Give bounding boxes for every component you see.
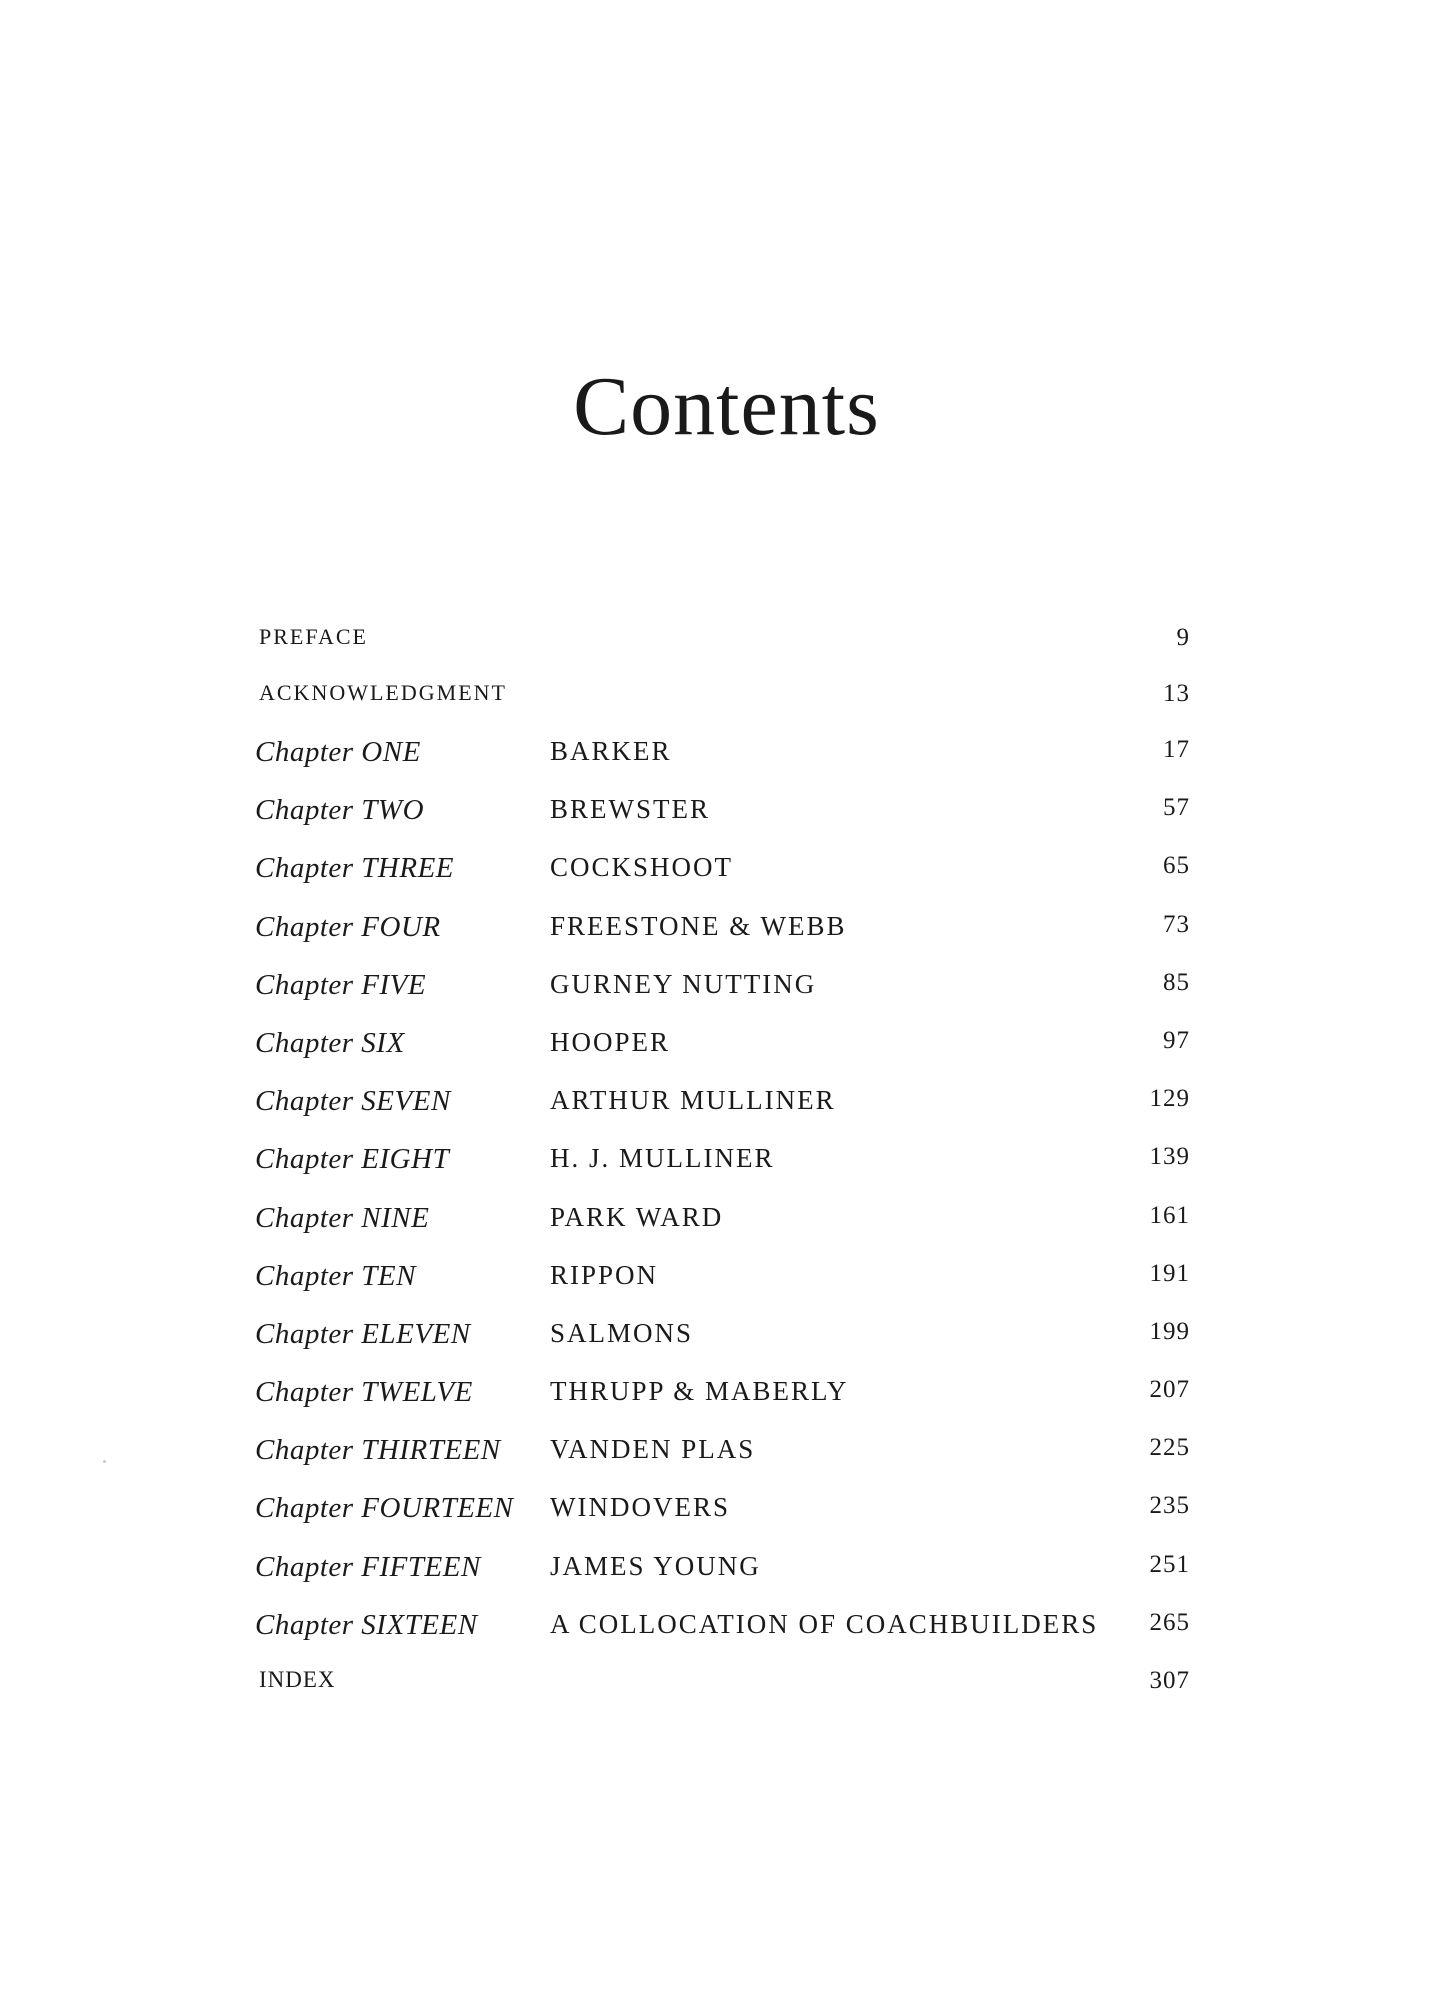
toc-entry-chapter-five[interactable] [255,969,1190,1027]
chapter-number: Chapter FIVE [255,968,427,1001]
chapter-page: 265 [1149,1608,1190,1636]
chapter-page: 97 [1163,1026,1190,1054]
toc-entry-chapter-eleven[interactable] [255,1318,1190,1376]
toc-entry-chapter-eight[interactable] [255,1143,1190,1201]
chapter-number: Chapter ONE [255,736,421,768]
chapter-title: ARTHUR MULLINER [550,1085,836,1116]
paper-speck [103,1460,106,1463]
chapter-title: VANDEN PLAS [550,1434,756,1465]
toc-entry-page: 9 [1176,624,1190,651]
chapter-title: WINDOVERS [550,1492,730,1523]
chapter-page: 191 [1149,1259,1190,1287]
toc-entry-index[interactable] [255,1667,1190,1725]
toc-entry-label: PREFACE [259,624,368,649]
chapter-number: Chapter SIX [255,1026,405,1059]
chapter-title: H. J. MULLINER [550,1143,775,1174]
chapter-page: 57 [1163,794,1190,822]
toc-entry-chapter-seven[interactable] [255,1085,1190,1143]
chapter-page: 207 [1149,1376,1190,1404]
chapter-title: A COLLOCATION OF COACHBUILDERS [550,1608,1099,1639]
toc-entry-chapter-twelve[interactable] [255,1376,1190,1434]
chapter-title: FREESTONE & WEBB [550,910,847,941]
toc-entry-chapter-thirteen[interactable] [255,1434,1190,1492]
chapter-number: Chapter THREE [255,852,455,885]
table-of-contents [255,624,1190,1725]
chapter-title: BARKER [550,736,672,766]
chapter-title: SALMONS [550,1317,694,1348]
chapter-number: Chapter FIFTEEN [255,1550,481,1583]
chapter-title: RIPPON [550,1259,659,1290]
toc-entry-chapter-two[interactable] [255,794,1190,852]
chapter-title: GURNEY NUTTING [550,968,817,999]
toc-entry-chapter-fourteen[interactable] [255,1492,1190,1550]
chapter-number: Chapter TWELVE [255,1376,473,1409]
toc-entry-preface[interactable] [255,624,1190,680]
chapter-page: 129 [1149,1085,1190,1113]
toc-entry-chapter-four[interactable] [255,911,1190,969]
chapter-page: 65 [1163,852,1190,880]
toc-entry-chapter-six[interactable] [255,1027,1190,1085]
toc-entry-page: 307 [1149,1667,1190,1694]
chapter-title: BREWSTER [550,794,711,825]
chapter-title: HOOPER [550,1026,671,1057]
chapter-number: Chapter TWO [255,794,425,827]
chapter-page: 73 [1163,910,1190,938]
toc-entry-chapter-three[interactable] [255,852,1190,910]
chapter-title: PARK WARD [550,1201,724,1232]
chapter-number: Chapter ELEVEN [255,1317,471,1350]
toc-entry-page: 13 [1163,680,1190,707]
toc-entry-label: INDEX [259,1667,336,1692]
toc-entry-chapter-sixteen[interactable] [255,1609,1190,1667]
toc-entry-label: ACKNOWLEDGMENT [259,680,507,705]
toc-entry-acknowledgment[interactable] [255,680,1190,736]
chapter-page: 225 [1149,1434,1190,1462]
page-title: Contents [573,360,880,453]
chapter-title: THRUPP & MABERLY [550,1376,849,1407]
chapter-page: 139 [1149,1143,1190,1171]
chapter-number: Chapter FOURTEEN [255,1492,514,1525]
toc-entry-chapter-one[interactable] [255,736,1190,794]
toc-entry-chapter-nine[interactable] [255,1202,1190,1260]
chapter-title: COCKSHOOT [550,852,734,883]
chapter-page: 85 [1163,968,1190,996]
chapter-page: 199 [1149,1317,1190,1345]
chapter-number: Chapter EIGHT [255,1143,450,1176]
chapter-page: 235 [1149,1492,1190,1520]
toc-entry-chapter-fifteen[interactable] [255,1551,1190,1609]
chapter-number: Chapter TEN [255,1259,416,1292]
chapter-number: Chapter SIXTEEN [255,1608,478,1641]
chapter-page: 251 [1149,1550,1190,1578]
chapter-number: Chapter FOUR [255,910,441,943]
chapter-title: JAMES YOUNG [550,1550,761,1581]
chapter-number: Chapter SEVEN [255,1085,451,1118]
chapter-number: Chapter NINE [255,1201,430,1234]
toc-entry-chapter-ten[interactable] [255,1260,1190,1318]
chapter-number: Chapter THIRTEEN [255,1434,501,1467]
chapter-page: 161 [1149,1201,1190,1229]
chapter-page: 17 [1163,736,1190,763]
